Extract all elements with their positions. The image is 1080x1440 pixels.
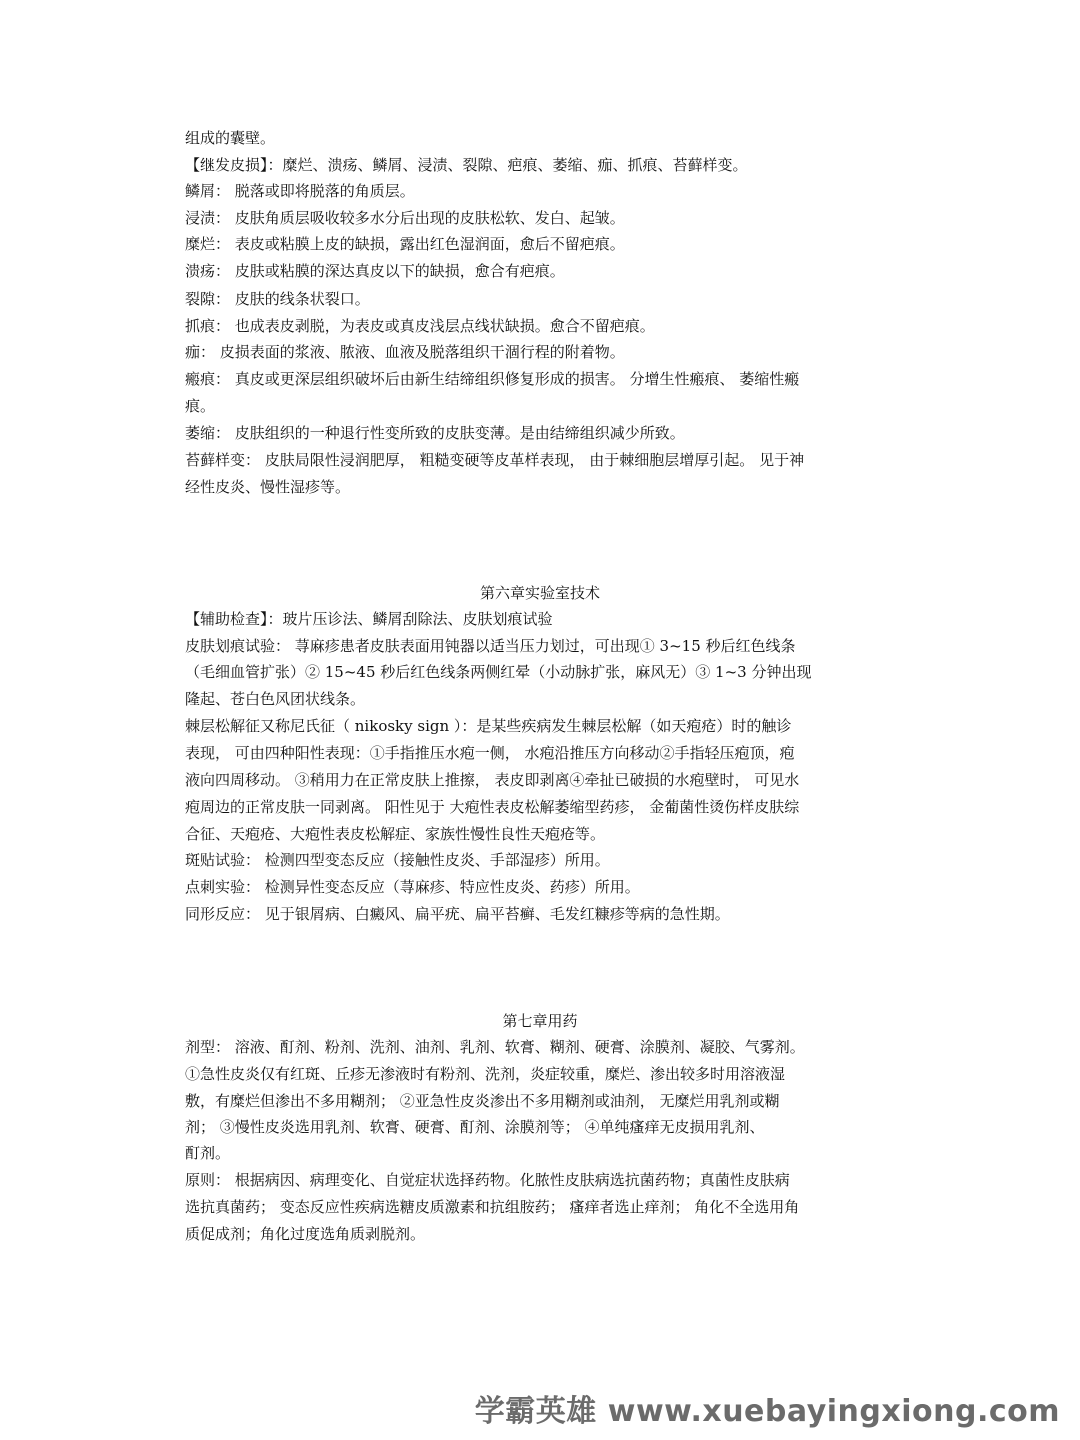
- text-line: 浸渍： 皮肤角质层吸收较多水分后出现的皮肤松软、发白、起皱。: [185, 209, 625, 227]
- text-line: 溃疡： 皮肤或粘膜的深达真皮以下的缺损，愈合有疤痕。: [185, 262, 565, 280]
- text-line: （毛细血管扩张）② 15~45 秒后红色线条两侧红晕（小动脉扩张，麻风无）③ 1~3 分钟出现: [185, 663, 812, 681]
- chapter7-title: 第七章用药: [502, 1012, 578, 1030]
- text-line: 裂隙： 皮肤的线条状裂口。: [185, 290, 370, 308]
- chapter6-title: 第六章实验室技术: [479, 584, 600, 602]
- text-line: 【辅助检查】：玻片压诊法、鳞屑刮除法、皮肤划痕试验: [185, 610, 553, 628]
- text-line: 斑贴试验： 检测四型变态反应（接触性皮炎、手部湿疹）所用。: [185, 851, 610, 869]
- text-line: 皮肤划痕试验： 荨麻疹患者皮肤表面用钝器以适当压力划过，可出现① 3~15 秒后红色线条: [185, 637, 796, 655]
- text-line: ①急性皮炎仅有红斑、丘疹无渗液时有粉剂、洗剂，炎症较重，糜烂、渗出较多时用溶液湿: [185, 1065, 786, 1083]
- text-line: 组成的囊壁。: [185, 129, 276, 147]
- text-line: 抓痕： 也成表皮剥脱，为表皮或真皮浅层点线状缺损。愈合不留疤痕。: [185, 317, 655, 335]
- text-line: 点刺实验： 检测异性变态反应（荨麻疹、特应性皮炎、药疹）所用。: [185, 878, 640, 896]
- text-line: 【继发皮损】：糜烂、溃疡、鳞屑、浸渍、裂隙、疤痕、萎缩、痂、抓痕、苔藓样变。: [185, 156, 748, 174]
- text-line: 萎缩： 皮肤组织的一种退行性变所致的皮肤变薄。是由结缔组织减少所致。: [185, 424, 685, 442]
- text-line: 剂型： 溶液、酊剂、粉剂、洗剂、油剂、乳剂、软膏、糊剂、硬膏、涂膜剂、凝胶、气雾剂。: [185, 1038, 805, 1056]
- text-line: 经性皮炎、慢性湿疹等。: [185, 478, 351, 496]
- text-line: 痂： 皮损表面的浆液、脓液、血液及脱落组织干涸行程的附着物。: [185, 343, 625, 361]
- text-line: 棘层松解征又称尼氏征（ nikosky sign ）：是某些疾病发生棘层松解（如天疱疮）时的触诊: [185, 717, 792, 735]
- text-line: 剂； ③慢性皮炎选用乳剂、软膏、硬膏、酊剂、涂膜剂等； ④单纯瘙痒无皮损用乳剂、: [185, 1118, 765, 1136]
- text-line: 合征、天疱疮、大疱性表皮松解症、家族性慢性良性天疱疮等。: [185, 825, 606, 843]
- site-watermark: 学霸英雄 www.xuebayingxiong.com: [474, 1394, 1060, 1429]
- text-line: 敷，有糜烂但渗出不多用糊剂； ②亚急性皮炎渗出不多用糊剂或油剂， 无糜烂用乳剂或糊: [185, 1092, 780, 1110]
- text-line: 表现， 可由四种阳性表现：①手指推压水疱一侧， 水疱沿推压方向移动②手指轻压疱顶，疱: [185, 744, 795, 762]
- text-line: 隆起、苍白色风团状线条。: [185, 690, 366, 708]
- text-line: 痕。: [185, 397, 216, 415]
- text-line: 苔藓样变： 皮肤局限性浸润肥厚， 粗糙变硬等皮革样表现， 由于棘细胞层增厚引起。 见于神: [185, 451, 805, 469]
- text-line: 质促成剂；角化过度选角质剥脱剂。: [185, 1225, 426, 1243]
- text-line: 液向四周移动。 ③稍用力在正常皮肤上推擦， 表皮即剥离④牵扯已破损的水疱壁时， 可见水: [185, 771, 800, 789]
- text-line: 鳞屑： 脱落或即将脱落的角质层。: [185, 182, 415, 200]
- text-line: 糜烂： 表皮或粘膜上皮的缺损，露出红色湿润面，愈后不留疤痕。: [185, 235, 625, 253]
- text-line: 原则： 根据病因、病理变化、自觉症状选择药物。化脓性皮肤病选抗菌药物；真菌性皮肤病: [185, 1171, 790, 1189]
- text-line: 瘢痕： 真皮或更深层组织破坏后由新生结缔组织修复形成的损害。 分增生性瘢痕、 萎缩性瘢: [185, 370, 800, 388]
- text-line: 选抗真菌药； 变态反应性疾病选糖皮质激素和抗组胺药； 瘙痒者选止痒剂； 角化不全选用角: [185, 1198, 800, 1216]
- text-line: 同形反应： 见于银屑病、白癜风、扁平疣、扁平苔癣、毛发红糠疹等病的急性期。: [185, 905, 730, 923]
- text-line: 酊剂。: [185, 1144, 231, 1162]
- text-line: 疱周边的正常皮肤一同剥离。 阳性见于 大疱性表皮松解萎缩型药疹， 金葡菌性烫伤样皮肤综: [185, 798, 800, 816]
